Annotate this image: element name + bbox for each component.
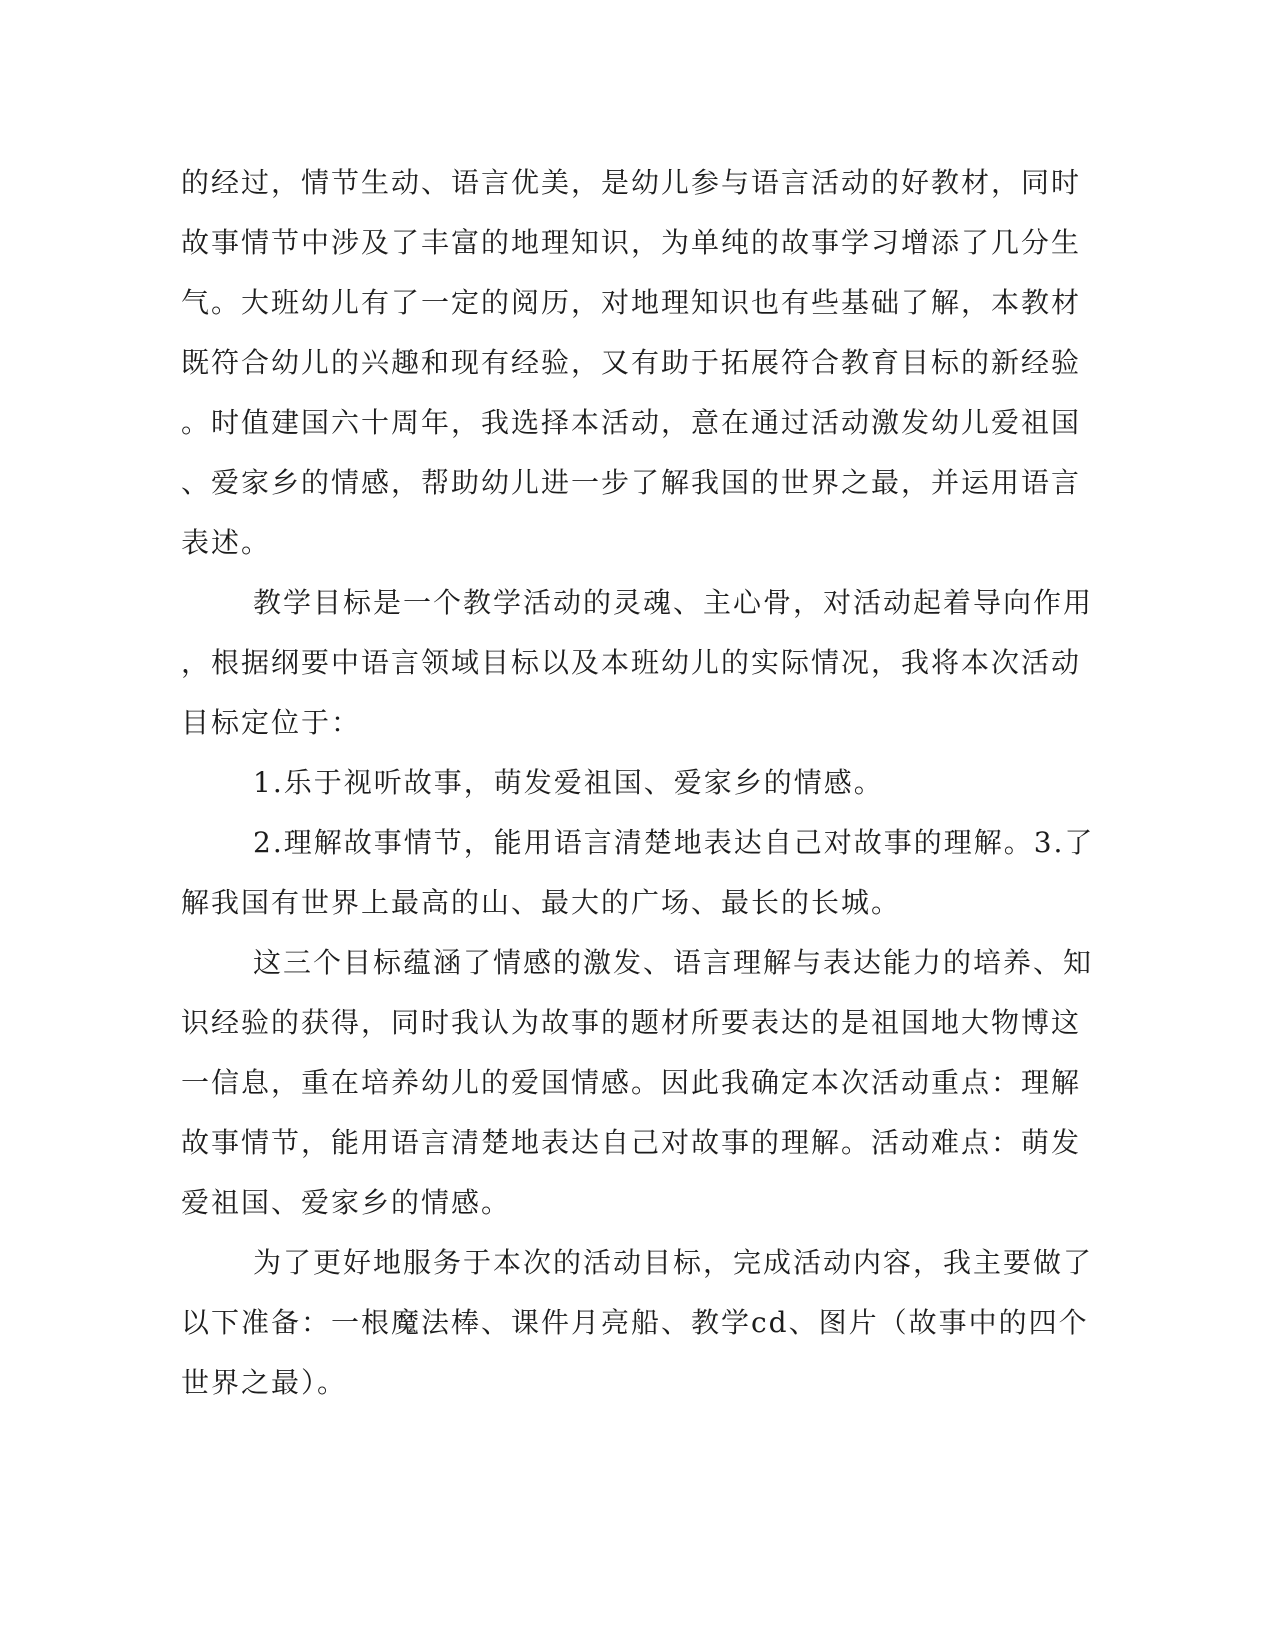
- text-line: 的经过，情节生动、语言优美，是幼儿参与语言活动的好教材，同时: [181, 166, 1082, 199]
- text-line: 爱祖国、爱家乡的情感。: [181, 1186, 512, 1219]
- paragraph-first-line: 为了更好地服务于本次的活动目标，完成活动内容，我主要做了: [253, 1246, 1094, 1279]
- goal-item-2: 2.理解故事情节，能用语言清楚地表达自己对故事的理解。3.了: [253, 826, 1095, 859]
- text-line: 故事情节，能用语言清楚地表达自己对故事的理解。活动难点：萌发: [181, 1126, 1082, 1159]
- paragraph-first-line: 教学目标是一个教学活动的灵魂、主心骨，对活动起着导向作用: [253, 586, 1094, 619]
- text-line: 一信息，重在培养幼儿的爱国情感。因此我确定本次活动重点：理解: [181, 1066, 1082, 1099]
- text-line: ，根据纲要中语言领域目标以及本班幼儿的实际情况，我将本次活动: [181, 646, 1082, 679]
- paragraph-first-line: 这三个目标蕴涵了情感的激发、语言理解与表达能力的培养、知: [253, 946, 1094, 979]
- text-line: 气。大班幼儿有了一定的阅历，对地理知识也有些基础了解，本教材: [181, 286, 1082, 319]
- text-line: 识经验的获得，同时我认为故事的题材所要表达的是祖国地大物博这: [181, 1006, 1082, 1039]
- text-line: 世界之最）。: [181, 1366, 348, 1399]
- document-body: [181, 153, 1095, 1413]
- text-line: 。时值建国六十周年，我选择本活动，意在通过活动激发幼儿爱祖国: [181, 406, 1082, 439]
- text-line: 目标定位于：: [181, 706, 362, 739]
- text-line: 解我国有世界上最高的山、最大的广场、最长的长城。: [181, 886, 902, 919]
- text-line: 、爱家乡的情感，帮助幼儿进一步了解我国的世界之最，并运用语言: [181, 466, 1082, 499]
- goal-item-1: 1.乐于视听故事，萌发爱祖国、爱家乡的情感。: [253, 766, 884, 799]
- text-line: 表述。: [181, 526, 272, 559]
- text-line: 既符合幼儿的兴趣和现有经验，又有助于拓展符合教育目标的新经验: [181, 346, 1082, 379]
- text-line: 故事情节中涉及了丰富的地理知识，为单纯的故事学习增添了几分生: [181, 226, 1082, 259]
- text-line: 以下准备：一根魔法棒、课件月亮船、教学cd、图片（故事中的四个: [181, 1306, 1089, 1339]
